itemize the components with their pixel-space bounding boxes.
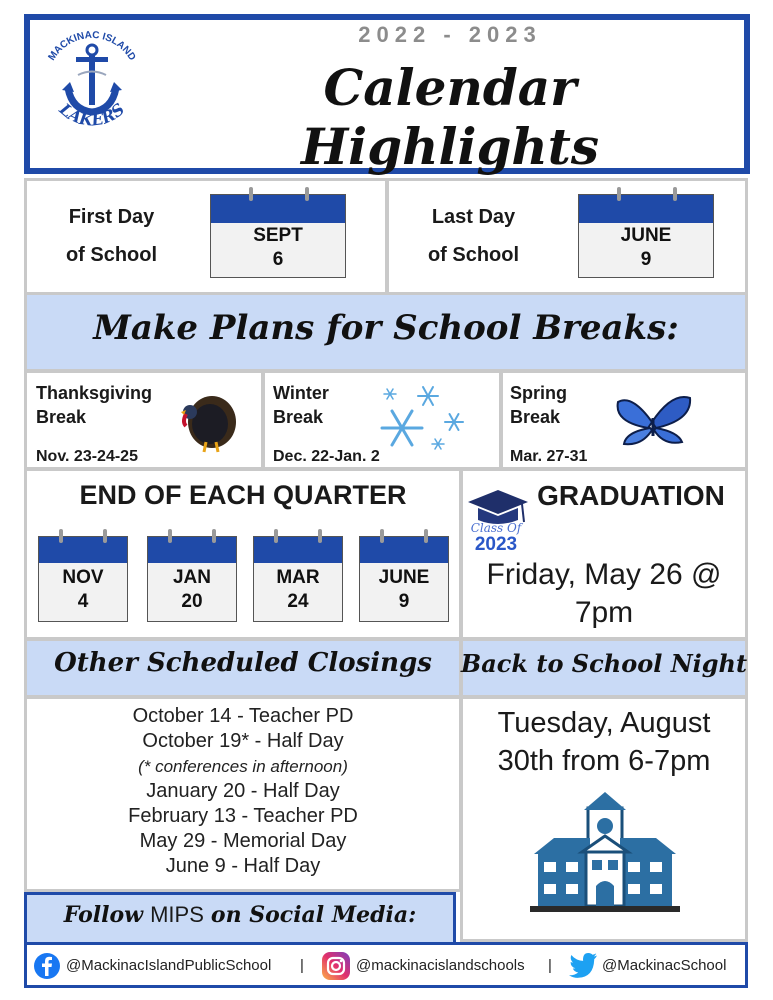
quarter-4-calendar-icon (359, 536, 449, 622)
last-day-label-sub: of School (427, 244, 520, 266)
quarter-month: JAN (172, 567, 211, 588)
thanksgiving-break-label-sub: Break (36, 407, 87, 427)
class-of-text: Class Of (470, 521, 522, 535)
graduation-cap-icon (462, 484, 532, 554)
quarter-day: 4 (77, 591, 89, 612)
logo-school-name: MACKINAC ISLAND (46, 29, 138, 63)
social-separator: | (300, 957, 304, 974)
quarter-day: 9 (398, 591, 410, 612)
turkey-icon (172, 386, 238, 456)
breaks-heading: Make Plans for School Breaks: (93, 308, 679, 348)
graduation-heading: GRADUATION (537, 480, 725, 511)
first-day-date: 6 (272, 249, 284, 270)
school-building-icon (530, 790, 680, 916)
class-year-text: 2023 (474, 534, 518, 554)
quarter-2-calendar-icon (147, 536, 237, 622)
closing-note: (* conferences in afternoon) (138, 757, 348, 776)
quarter-3-calendar-icon (253, 536, 343, 622)
facebook-icon[interactable] (33, 952, 61, 980)
quarter-month: NOV (62, 567, 104, 588)
spring-break-label: Spring (510, 383, 567, 403)
first-day-calendar-icon (210, 194, 346, 278)
social-heading (24, 902, 456, 928)
last-day-label: Last Day (431, 206, 516, 228)
graduation-date: Friday, May 26 @ (486, 558, 722, 591)
school-year: 2022 - 2023 (358, 22, 542, 47)
quarters-heading: END OF EACH QUARTER (79, 480, 407, 510)
social-heading-follow: Follow (63, 902, 144, 928)
spring-break-label-sub: Break (510, 407, 561, 427)
quarter-1-calendar-icon (38, 536, 128, 622)
first-day-month: SEPT (253, 225, 303, 246)
first-day-label-sub: of School (65, 244, 158, 266)
facebook-handle-link[interactable]: @MackinacIslandPublicSchool (66, 957, 272, 974)
social-heading-suffix: on Social Media: (210, 902, 417, 928)
spring-break-dates: Mar. 27-31 (510, 448, 588, 465)
closing-item: February 13 - Teacher PD (128, 805, 358, 827)
closing-item: June 9 - Half Day (165, 855, 321, 877)
last-day-date: 9 (640, 249, 652, 270)
winter-break-label: Winter (273, 383, 329, 403)
instagram-handle-link[interactable]: @mackinacislandschools (356, 957, 525, 974)
closing-item: January 20 - Half Day (146, 780, 340, 802)
page-title: Calendar Highlights (300, 58, 600, 176)
social-separator: | (548, 957, 552, 974)
winter-break-dates: Dec. 22-Jan. 2 (273, 448, 380, 465)
quarter-day: 20 (181, 591, 203, 612)
closing-item: October 14 - Teacher PD (132, 705, 354, 727)
instagram-icon[interactable] (321, 951, 351, 981)
last-day-month: JUNE (620, 225, 672, 246)
quarter-month: JUNE (378, 567, 430, 588)
closings-heading: Other Scheduled Closings (54, 648, 432, 678)
butterfly-icon (612, 392, 694, 448)
twitter-icon[interactable] (568, 952, 598, 978)
winter-break-label-sub: Break (273, 407, 324, 427)
quarter-day: 24 (287, 591, 309, 612)
twitter-handle-link[interactable]: @MackinacSchool (602, 957, 727, 974)
first-day-label: First Day (68, 206, 155, 228)
logo-team-name: LAKERS (55, 99, 129, 130)
thanksgiving-break-label: Thanksgiving (36, 383, 153, 403)
back-to-school-date: Tuesday, August (497, 707, 711, 739)
anchor-logo-icon (32, 20, 152, 140)
closings-list (24, 704, 462, 879)
closing-item: May 29 - Memorial Day (139, 830, 347, 852)
back-to-school-heading: Back to School Night (460, 649, 748, 678)
snowflake-icon (370, 380, 480, 456)
closing-item: October 19* - Half Day (142, 730, 344, 752)
quarter-month: MAR (276, 567, 320, 588)
graduation-time: 7pm (574, 596, 634, 629)
social-heading-mips: MIPS (150, 902, 204, 927)
back-to-school-time: 30th from 6-7pm (497, 745, 711, 777)
thanksgiving-break-dates: Nov. 23-24-25 (36, 448, 138, 465)
last-day-calendar-icon (578, 194, 714, 278)
